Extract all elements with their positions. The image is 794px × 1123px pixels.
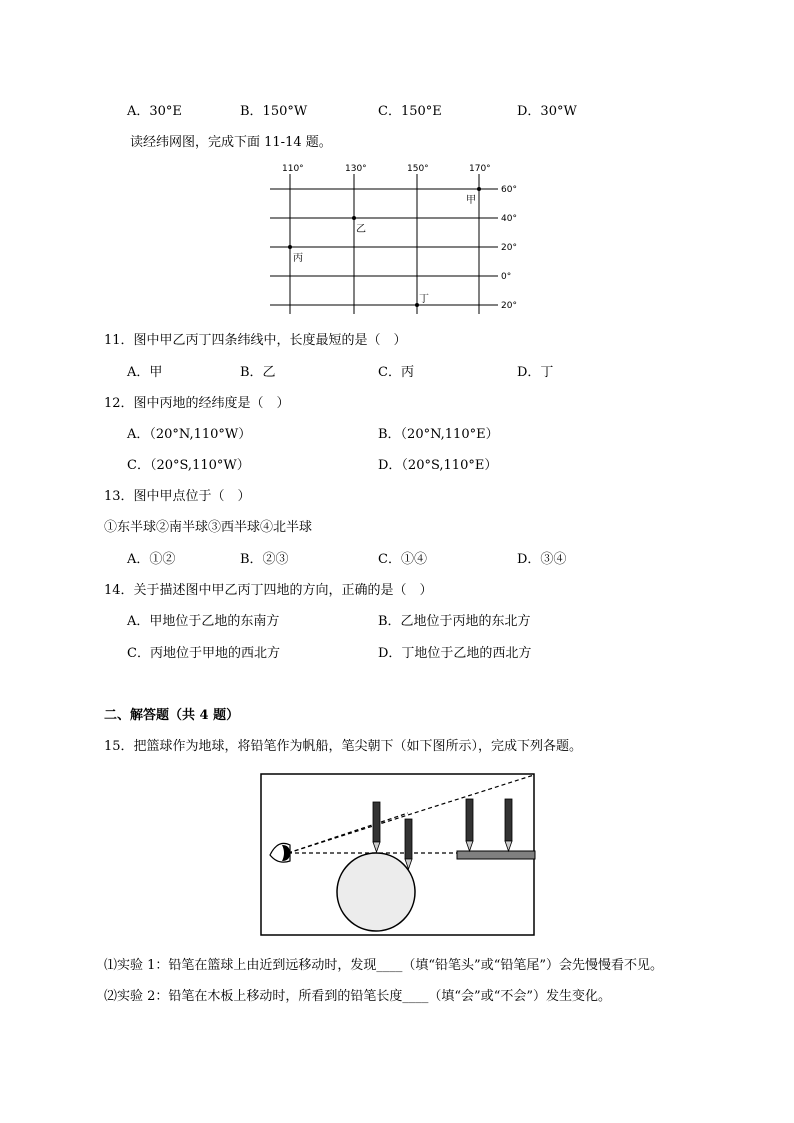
q12-option-c: C．（20°S,110°W） <box>127 458 250 473</box>
q10-option-a: A．30°E <box>127 104 182 119</box>
lon-label-150: 150° <box>407 164 429 174</box>
lon-label-170: 170° <box>469 164 491 174</box>
q13-option-a: A．①② <box>127 552 176 567</box>
lon-label-130: 130° <box>345 164 367 174</box>
q14-option-a: A．甲地位于乙地的东南方 <box>127 614 280 629</box>
point-yi-label: 乙 <box>356 224 366 235</box>
q14-stem: 14．关于描述图中甲乙丙丁四地的方向，正确的是（ ） <box>104 583 433 598</box>
point-bing-label: 丙 <box>293 253 303 264</box>
q10-option-c: C．150°E <box>378 104 442 119</box>
point-bing-dot <box>288 245 292 249</box>
graticule-map <box>270 162 530 314</box>
pencil-experiment-diagram <box>260 773 536 937</box>
q12-option-d: D．（20°S,110°E） <box>378 458 498 473</box>
q14-option-c: C．丙地位于甲地的西北方 <box>127 646 280 661</box>
lat-label-0: 0° <box>501 272 512 282</box>
lat-label-20s: 20° <box>501 301 517 311</box>
lat-label-60n: 60° <box>501 185 517 195</box>
pencil-board-near <box>466 799 473 851</box>
point-ding-label: 丁 <box>419 294 429 305</box>
pencil-ball-top <box>373 802 380 852</box>
lat-label-20n: 20° <box>501 243 517 253</box>
basketball-globe <box>337 853 415 931</box>
q12-option-a: A．（20°N,110°W） <box>127 427 252 442</box>
q12-option-b: B．（20°N,110°E） <box>378 427 499 442</box>
lon-label-110: 110° <box>282 164 304 174</box>
q14-option-b: B．乙地位于丙地的东北方 <box>378 614 531 629</box>
q13-option-c: C．①④ <box>378 552 427 567</box>
lat-label-40n: 40° <box>501 214 517 224</box>
q10-option-d: D．30°W <box>517 104 577 119</box>
q15-sub2: ⑵实验 2：铅笔在木板上移动时，所看到的铅笔长度____（填“会”或“不会”）发生变化。 <box>104 989 611 1004</box>
wooden-board <box>457 851 535 859</box>
point-jia-label: 甲 <box>466 195 476 206</box>
q13-option-b: B．②③ <box>240 552 289 567</box>
q11-stem: 11．图中甲乙丙丁四条纬线中，长度最短的是（ ） <box>104 333 407 348</box>
q11-option-a: A．甲 <box>127 365 163 380</box>
q11-option-d: D．丁 <box>517 365 554 380</box>
pencil-board-far <box>505 799 512 851</box>
q13-stem: 13．图中甲点位于（ ） <box>104 489 251 504</box>
q11-option-b: B．乙 <box>240 365 276 380</box>
point-yi-dot <box>352 216 356 220</box>
q11-option-c: C．丙 <box>378 365 414 380</box>
intro-text: 读经纬网图，完成下面 11-14 题。 <box>130 135 332 150</box>
q14-option-d: D．丁地位于乙地的西北方 <box>378 646 532 661</box>
q15-sub1: ⑴实验 1：铅笔在篮球上由近到远移动时，发现____（填“铅笔头”或“铅笔尾”）会先慢慢看不见。 <box>104 958 663 973</box>
q10-option-b: B．150°W <box>240 104 308 119</box>
q13-choices-line: ①东半球②南半球③西半球④北半球 <box>104 520 313 535</box>
q13-option-d: D．③④ <box>517 552 567 567</box>
section-2-title: 二、解答题（共 4 题） <box>104 708 240 723</box>
point-jia-dot <box>477 187 481 191</box>
q15-stem: 15．把篮球作为地球，将铅笔作为帆船，笔尖朝下（如下图所示），完成下列各题。 <box>104 739 583 754</box>
q12-stem: 12．图中丙地的经纬度是（ ） <box>104 396 290 411</box>
pencil-ball-side <box>405 819 412 869</box>
